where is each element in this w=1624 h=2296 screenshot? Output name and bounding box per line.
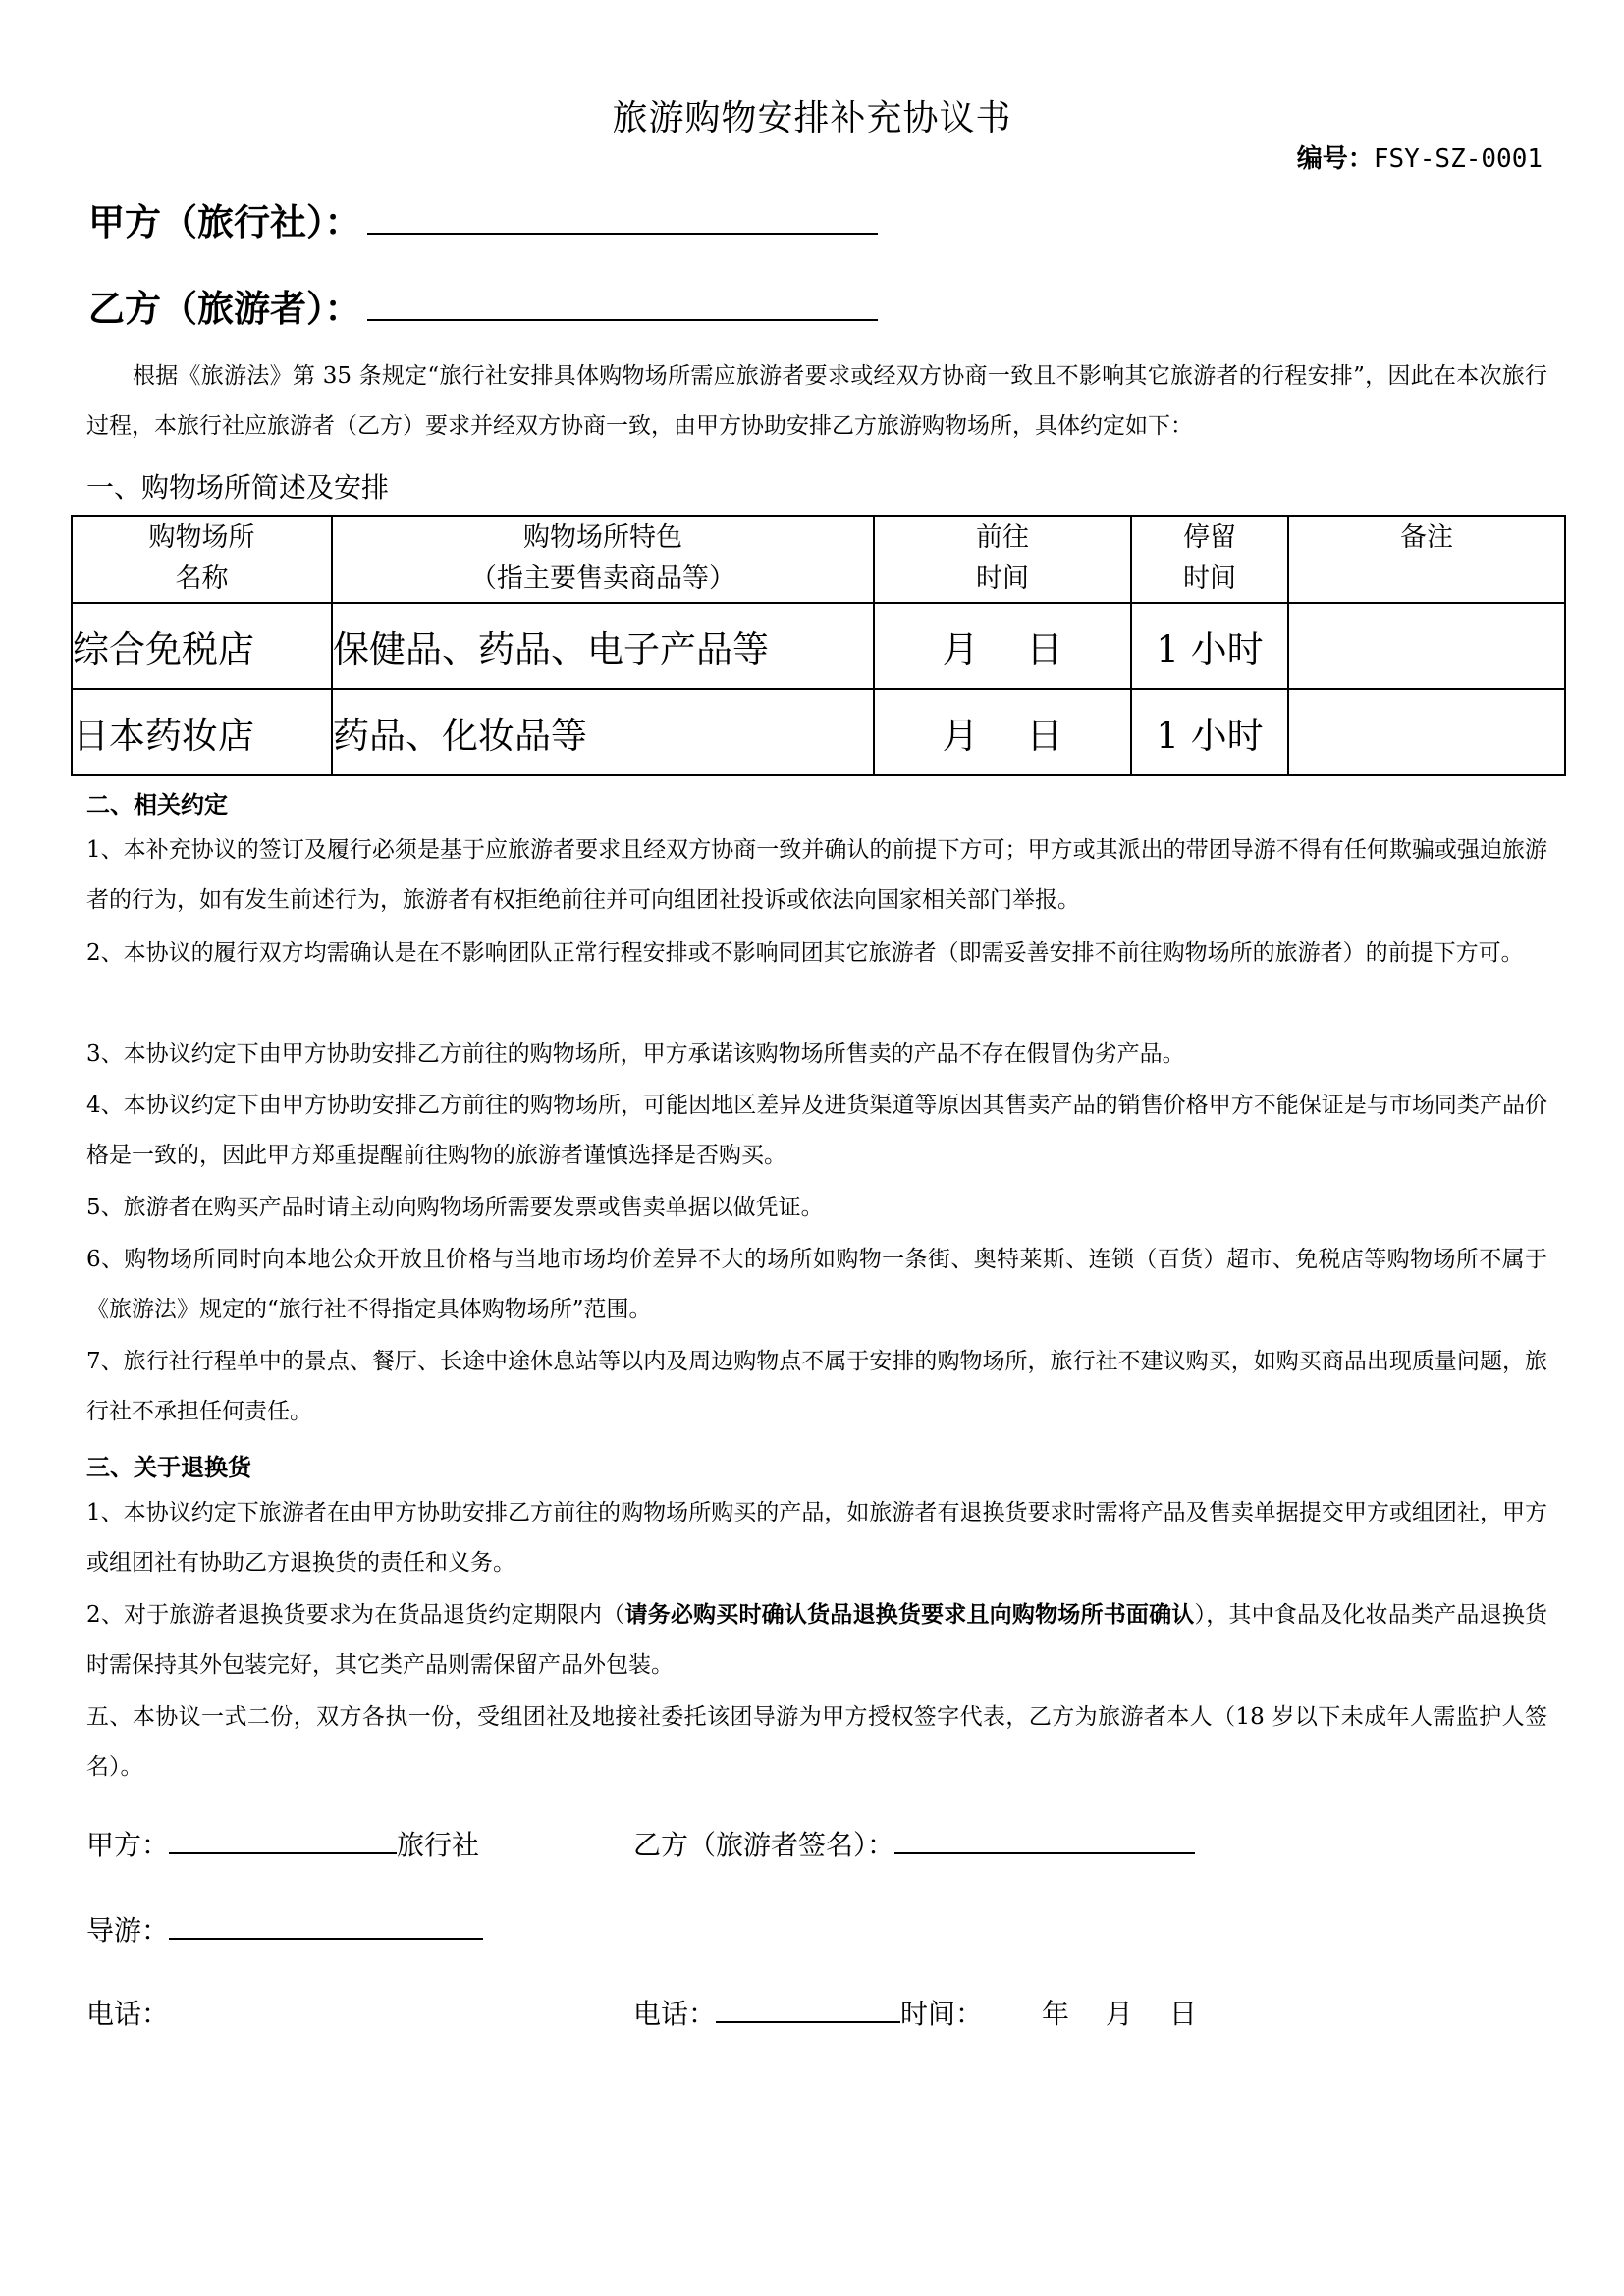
sig-party-a-label: 甲方： [86,1829,170,1861]
sig-guide [86,1909,483,1949]
header-note: 备注 [1288,516,1565,603]
clause-5: 五、本协议一式二份，双方各执一份，受组团社及地接社委托该团导游为甲方授权签字代表，乙方为旅游者本人（18 岁以下未成年人需监护人签名）。 [86,1704,1547,1780]
sig-party-b-blank[interactable] [894,1825,1195,1854]
clause-2-6: 6、购物场所同时向本地公众开放且价格与当地市场均价差异不大的场所如购物一条街、奥特莱斯、连锁（百货）超市、免税店等购物场所不属于《旅游法》规定的“旅行社不得指定具体购物场所”范围。 [86,1247,1547,1322]
sig-party-a-blank[interactable] [169,1825,397,1854]
note [1288,603,1565,689]
clause-2-3: 3、本协议约定下由甲方协助安排乙方前往的购物场所，甲方承诺该购物场所售卖的产品不存在假冒伪劣产品。 [86,1041,1185,1067]
sig-phone-b [633,1993,1197,2032]
note [1288,689,1565,775]
sig-phone-b-label: 电话： [633,1998,717,2030]
sig-time-label: 时间： [900,1998,984,2030]
header-go-time: 前往 时间 [874,516,1131,603]
sig-guide-blank[interactable] [169,1910,483,1940]
go-time: 月 日 [874,689,1131,775]
clause-3-2-emphasis: 请务必购买时确认货品退换货要求且向购物场所书面确认 [624,1602,1195,1628]
stay-time: 1 小时 [1131,603,1288,689]
party-a [88,192,878,245]
section-1-heading: 一、购物场所简述及安排 [86,471,390,504]
header-stay-time: 停留 时间 [1131,516,1288,603]
clause-2-5: 5、旅游者在购买产品时请主动向购物场所需要发票或售卖单据以做凭证。 [86,1195,824,1220]
section-2-heading: 二、相关约定 [86,791,228,819]
table-header-row [72,516,1565,603]
clause-2-2: 2、本协议的履行双方均需确认是在不影响团队正常行程安排或不影响同团其它旅游者（即需妥善安排不前往购物场所的旅游者）的前提下方可。 [86,940,1524,966]
sig-phone-b-blank[interactable] [716,1994,900,2023]
party-b-blank[interactable] [367,290,878,321]
document-number-label: 编号： [1296,144,1374,174]
party-a-label: 甲方（旅行社）： [88,201,361,243]
sig-party-b [633,1824,1195,1863]
go-time: 月 日 [874,603,1131,689]
clause-3-1: 1、本协议约定下旅游者在由甲方协助安排乙方前往的购物场所购买的产品，如旅游者有退换货要求时需将产品及售卖单据提交甲方或组团社，甲方或组团社有协助乙方退换货的责任和义务。 [86,1500,1547,1575]
clause-2-7: 7、旅行社行程单中的景点、餐厅、长途中途休息站等以内及周边购物点不属于安排的购物场所，旅行社不建议购买，如购买商品出现质量问题，旅行社不承担任何责任。 [86,1349,1547,1424]
section-3-heading: 三、关于退换货 [86,1454,251,1481]
sig-party-a-suffix: 旅行社 [397,1829,480,1861]
header-feature: 购物场所特色 （指主要售卖商品等） [332,516,874,603]
table-row [72,689,1565,775]
shop-feature: 保健品、药品、电子产品等 [332,603,874,689]
intro-paragraph: 根据《旅游法》第 35 条规定“旅行社安排具体购物场所需应旅游者要求或经双方协商一致且不影响其它旅游者的行程安排”，因此在本次旅行过程，本旅行社应旅游者（乙方）要求并经双方协商一致，由甲方协助安排乙方旅游购物场所，具体约定如下： [86,363,1547,439]
header-name: 购物场所 名称 [72,516,332,603]
document-title: 旅游购物安排补充协议书 [612,98,1012,138]
shop-name: 日本药妆店 [72,689,332,775]
shopping-table [71,515,1566,776]
sig-phone-a: 电话： [86,1998,170,2030]
party-a-blank[interactable] [367,203,878,235]
party-b-label: 乙方（旅游者）： [88,288,361,330]
shop-feature: 药品、化妆品等 [332,689,874,775]
stay-time: 1 小时 [1131,689,1288,775]
sig-party-b-label: 乙方（旅游者签名）： [633,1829,895,1861]
party-b [88,279,878,332]
document-number [1297,138,1543,175]
clause-3-2: 2、对于旅游者退换货要求为在货品退货约定期限内（请务必购买时确认货品退换货要求且向购物场所书面确认），其中食品及化妆品类产品退换货时需保持其外包装完好，其它类产品则需保留产品外包装。 [86,1602,1548,1678]
shop-name: 综合免税店 [72,603,332,689]
document-number-value: FSY-SZ-0001 [1373,144,1543,174]
clause-2-4: 4、本协议约定下由甲方协助安排乙方前往的购物场所，可能因地区差异及进货渠道等原因其售卖产品的销售价格甲方不能保证是与市场同类产品价格是一致的，因此甲方郑重提醒前往购物的旅游者谨慎选择是否购买。 [86,1093,1547,1168]
sig-guide-label: 导游： [86,1914,170,1947]
sig-party-a [86,1824,479,1863]
clause-2-1: 1、本补充协议的签订及履行必须是基于应旅游者要求且经双方协商一致并确认的前提下方可；甲方或其派出的带团导游不得有任何欺骗或强迫旅游者的行为，如有发生前述行为，旅游者有权拒绝前往并可向组团社投诉或依法向国家相关部门举报。 [86,837,1547,913]
table-row [72,603,1565,689]
sig-date: 年 月 日 [1042,1998,1197,2030]
